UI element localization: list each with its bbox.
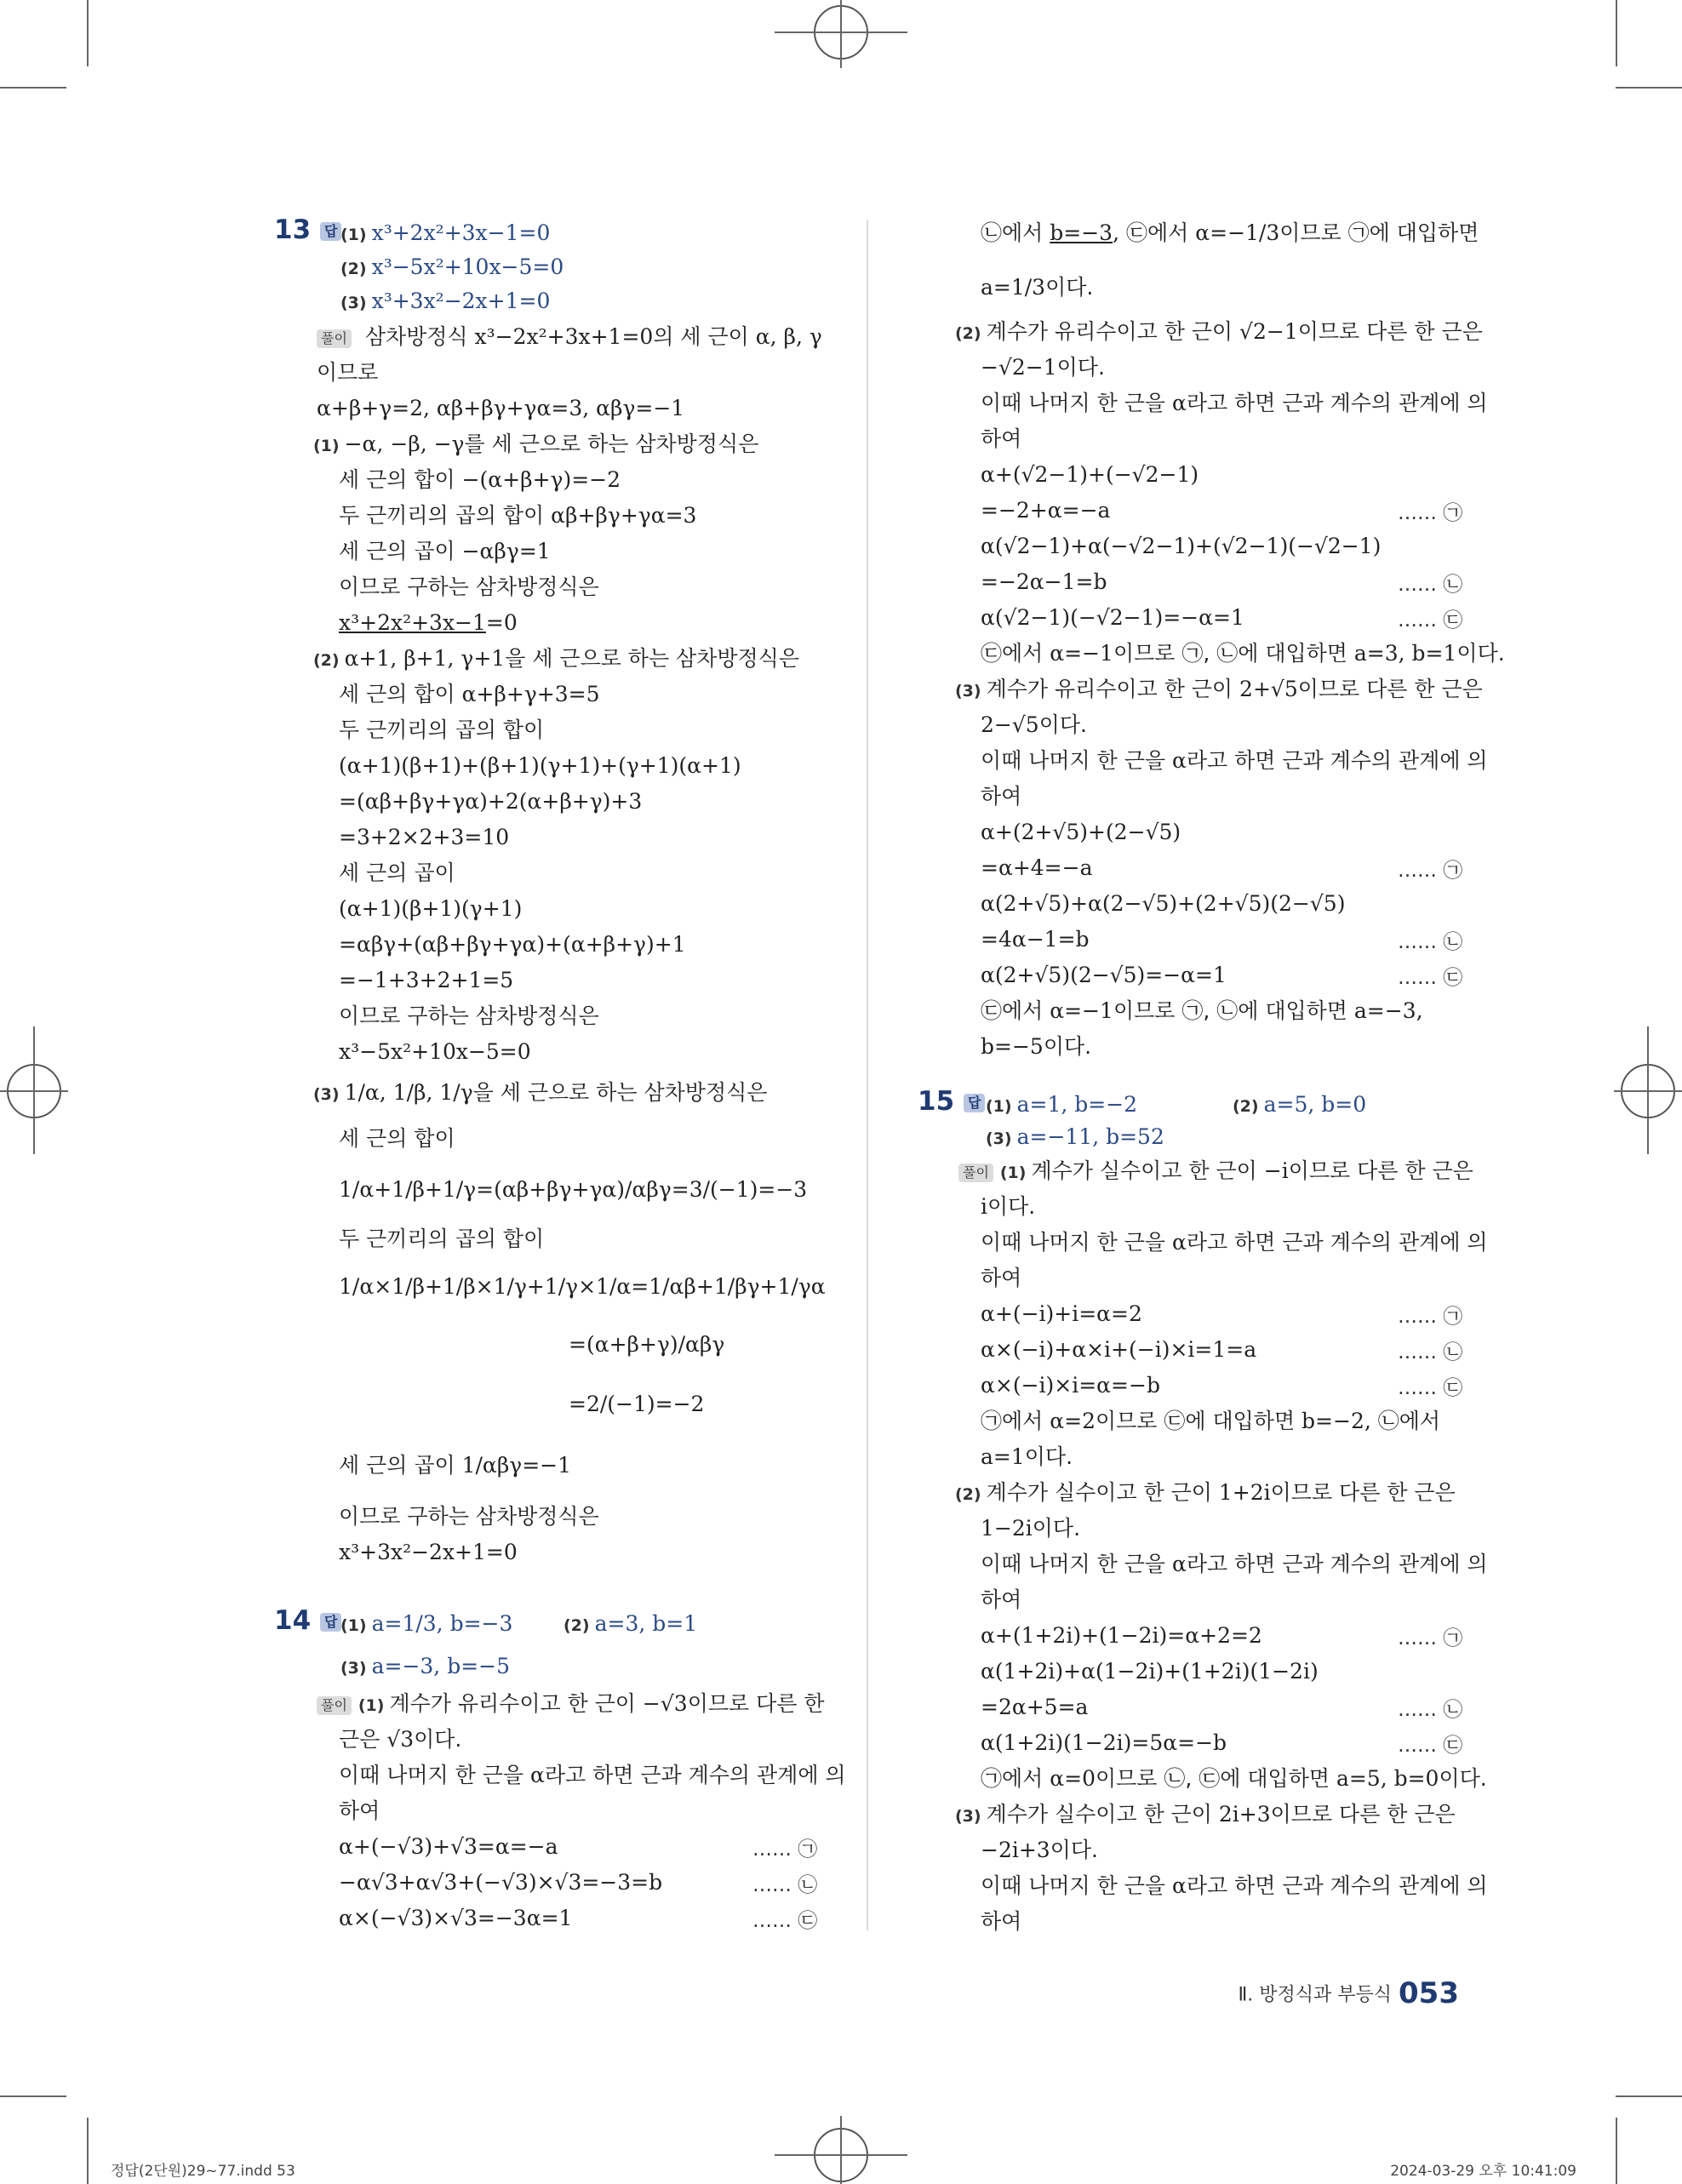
crop-mark <box>0 2095 66 2097</box>
text-line: α(2+√5)+α(2−√5)+(2+√5)(2−√5) <box>981 891 1346 916</box>
text-line: α(√2−1)(−√2−1)=−α=1 <box>981 605 1244 630</box>
text-line: a=1이다. <box>981 1444 1073 1469</box>
text-line: 1−2i이다. <box>981 1516 1081 1541</box>
equation-marker: …… ㉢ <box>1398 967 1463 989</box>
text-line: α(2+√5)(2−√5)=−α=1 <box>981 963 1227 987</box>
text-line: ㉢에서 α=−1이므로 ㉠, ㉡에 대입하면 a=3, b=1이다. <box>981 641 1505 666</box>
text-line: α×(−i)+α×i+(−i)×i=1=a <box>981 1337 1257 1362</box>
text-line: 세 근의 합이 −(α+β+γ)=−2 <box>339 467 621 492</box>
equation-marker: …… ㉢ <box>1398 1735 1463 1757</box>
text-line: −2i+3이다. <box>981 1838 1098 1862</box>
text-line: =αβγ+(αβ+βγ+γα)+(α+β+γ)+1 <box>339 932 686 957</box>
page-number: 053 <box>1399 1976 1459 2010</box>
text-line: 2−√5이다. <box>981 712 1087 737</box>
text-line: (3) 계수가 실수이고 한 근이 2i+3이므로 다른 한 근은 <box>955 1802 1456 1827</box>
text-line: =(αβ+βγ+γα)+2(α+β+γ)+3 <box>339 789 643 814</box>
text-line: =3+2×2+3=10 <box>339 825 510 849</box>
text-line: 이므로 구하는 삼차방정식은 <box>339 575 599 599</box>
text-line: x³+3x²−2x+1=0 <box>339 1540 518 1564</box>
text-line: (1) a=1, b=−2 <box>986 1092 1138 1117</box>
text-line: 1/α+1/β+1/γ=(αβ+βγ+γα)/αβγ=3/(−1)=−3 <box>339 1177 808 1202</box>
text-line: 이므로 <box>317 360 379 385</box>
text-line: 이때 나머지 한 근을 α라고 하면 근과 계수의 관계에 의 <box>981 1230 1488 1255</box>
text-line: 하여 <box>339 1798 380 1823</box>
text-line: −α√3+α√3+(−√3)×√3=−3=b <box>339 1870 663 1895</box>
text-line: =−2α−1=b <box>981 569 1107 594</box>
text-line: 풀이 삼차방정식 x³−2x²+3x+1=0의 세 근이 α, β, γ <box>317 323 822 351</box>
text-line: 풀이 (1) 계수가 유리수이고 한 근이 −√3이므로 다른 한 <box>317 1690 825 1719</box>
text-line: (3) a=−3, b=−5 <box>340 1654 510 1678</box>
text-line: 세 근의 곱이 −αβγ=1 <box>339 539 551 563</box>
text-line: (1) a=1/3, b=−3 <box>340 1611 513 1636</box>
text-line: ㉠에서 α=0이므로 ㉡, ㉢에 대입하면 a=5, b=0이다. <box>981 1766 1487 1791</box>
text-line: =α+4=−a <box>981 855 1093 880</box>
text-line: α+(−i)+i=α=2 <box>981 1301 1142 1326</box>
text-line: ㉡에서 b=−3, ㉢에서 α=−1/3이므로 ㉠에 대입하면 <box>981 220 1479 245</box>
text-line: α(1+2i)(1−2i)=5α=−b <box>981 1730 1227 1755</box>
equation-marker: …… ㉡ <box>1398 1341 1463 1364</box>
text-line: a=1/3이다. <box>981 275 1094 300</box>
text-line: 이므로 구하는 삼차방정식은 <box>339 1504 599 1529</box>
text-line: (1) −α, −β, −γ를 세 근으로 하는 삼차방정식은 <box>313 432 759 456</box>
answer-badge: 답 <box>320 222 341 241</box>
text-line: 이때 나머지 한 근을 α라고 하면 근과 계수의 관계에 의 <box>981 1873 1488 1898</box>
running-head <box>1238 1976 1459 2010</box>
text-line: ㉠에서 α=2이므로 ㉢에 대입하면 b=−2, ㉡에서 <box>981 1409 1441 1433</box>
text-line: 하여 <box>981 1266 1022 1290</box>
text-line: 세 근의 곱이 <box>339 860 455 885</box>
text-line: 이때 나머지 한 근을 α라고 하면 근과 계수의 관계에 의 <box>339 1763 846 1787</box>
crop-mark <box>1616 87 1682 89</box>
problem-number: 13 답 <box>274 214 341 245</box>
text-line: 풀이 (1) 계수가 실수이고 한 근이 −i이므로 다른 한 근은 <box>958 1158 1473 1186</box>
text-line: α×(−i)×i=α=−b <box>981 1373 1160 1398</box>
text-line: =2/(−1)=−2 <box>569 1392 705 1416</box>
text-line: α+(2+√5)+(2−√5) <box>981 820 1181 844</box>
answer-badge: 답 <box>964 1094 985 1112</box>
text-line: 하여 <box>981 426 1022 451</box>
text-line: (2) a=5, b=0 <box>1233 1092 1367 1117</box>
text-line: 이때 나머지 한 근을 α라고 하면 근과 계수의 관계에 의 <box>981 748 1488 773</box>
text-line: α(1+2i)+α(1−2i)+(1+2i)(1−2i) <box>981 1659 1319 1684</box>
footer-timestamp: 2024-03-29 오후 10:41:09 <box>1390 2163 1576 2180</box>
text-line: 근은 √3이다. <box>339 1727 462 1752</box>
equation-marker: …… ㉠ <box>1398 502 1463 524</box>
text-line: 이때 나머지 한 근을 α라고 하면 근과 계수의 관계에 의 <box>981 391 1488 415</box>
text-line: 1/α×1/β+1/β×1/γ+1/γ×1/α=1/αβ+1/βγ+1/γα <box>339 1274 826 1299</box>
text-line: (2) 계수가 실수이고 한 근이 1+2i이므로 다른 한 근은 <box>955 1480 1456 1505</box>
text-line: (3) 1/α, 1/β, 1/γ을 세 근으로 하는 삼차방정식은 <box>313 1080 768 1105</box>
text-line: −√2−1이다. <box>981 355 1105 380</box>
footer-file-name: 정답(2단원)29~77.indd 53 <box>111 2163 295 2180</box>
text-line: =2α+5=a <box>981 1695 1089 1719</box>
text-line: (α+1)(β+1)(γ+1) <box>339 896 523 921</box>
equation-marker: …… ㉢ <box>752 1910 818 1932</box>
column-divider <box>867 220 868 1930</box>
equation-marker: …… ㉡ <box>1398 1699 1463 1721</box>
equation-marker: …… ㉠ <box>1398 1306 1463 1328</box>
text-line: 이므로 구하는 삼차방정식은 <box>339 1003 599 1028</box>
text-line: (2) 계수가 유리수이고 한 근이 √2−1이므로 다른 한 근은 <box>955 319 1483 344</box>
equation-marker: …… ㉡ <box>1398 931 1463 953</box>
text-line: (2) a=3, b=1 <box>564 1611 698 1636</box>
text-line: 세 근의 합이 α+β+γ+3=5 <box>339 682 600 706</box>
text-line: 세 근의 곱이 1/αβγ=−1 <box>339 1453 572 1478</box>
chapter-title: Ⅱ. 방정식과 부등식 <box>1238 1984 1393 2006</box>
equation-marker: …… ㉠ <box>1398 1627 1463 1649</box>
text-line: (3) x³+3x²−2x+1=0 <box>340 289 551 313</box>
text-line: 하여 <box>981 1909 1022 1934</box>
text-line: =−2+α=−a <box>981 498 1111 523</box>
text-line: 세 근의 합이 <box>339 1126 455 1151</box>
registration-line <box>840 0 842 68</box>
registration-line <box>840 2116 842 2184</box>
equation-marker: …… ㉡ <box>752 1874 818 1896</box>
text-line: (2) α+1, β+1, γ+1을 세 근으로 하는 삼차방정식은 <box>313 646 799 671</box>
crop-mark <box>1616 0 1617 66</box>
crop-mark <box>0 87 66 89</box>
equation-marker: …… ㉢ <box>1398 609 1463 632</box>
text-line: 두 근끼리의 곱의 합이 <box>339 1226 545 1251</box>
text-line: α(√2−1)+α(−√2−1)+(√2−1)(−√2−1) <box>981 534 1382 558</box>
text-line: x³−5x²+10x−5=0 <box>339 1039 531 1064</box>
equation-marker: …… ㉡ <box>1398 574 1463 596</box>
text-line: (α+1)(β+1)+(β+1)(γ+1)+(γ+1)(α+1) <box>339 753 741 778</box>
text-line: =−1+3+2+1=5 <box>339 968 514 992</box>
text-line: b=−5이다. <box>981 1034 1092 1059</box>
text-line: α+(−√3)+√3=α=−a <box>339 1834 558 1859</box>
text-line: i이다. <box>981 1194 1036 1219</box>
problem-number: 14 답 <box>274 1605 341 1636</box>
text-line: 이때 나머지 한 근을 α라고 하면 근과 계수의 관계에 의 <box>981 1552 1488 1576</box>
text-line: 두 근끼리의 곱의 합이 <box>339 718 545 742</box>
text-line: x³+2x²+3x−1=0 <box>339 610 518 635</box>
answer-badge: 답 <box>320 1613 341 1632</box>
crop-mark <box>1616 2095 1682 2097</box>
text-line: α×(−√3)×√3=−3α=1 <box>339 1906 573 1930</box>
text-line: α+(1+2i)+(1−2i)=α+2=2 <box>981 1623 1262 1648</box>
equation-marker: …… ㉠ <box>752 1838 818 1861</box>
text-line: α+β+γ=2, αβ+βγ+γα=3, αβγ=−1 <box>317 396 685 420</box>
text-line: =4α−1=b <box>981 927 1090 952</box>
text-line: (3) 계수가 유리수이고 한 근이 2+√5이므로 다른 한 근은 <box>955 677 1483 701</box>
text-line: (2) x³−5x²+10x−5=0 <box>340 254 564 279</box>
registration-line <box>33 1026 35 1154</box>
equation-marker: …… ㉢ <box>1398 1377 1463 1399</box>
crop-mark <box>87 2118 89 2184</box>
text-line: α+(√2−1)+(−√2−1) <box>981 462 1199 487</box>
problem-number: 15 답 <box>918 1086 985 1117</box>
text-line: (3) a=−11, b=52 <box>986 1124 1164 1149</box>
text-line: (1) x³+2x²+3x−1=0 <box>340 220 551 245</box>
crop-mark <box>1616 2118 1617 2184</box>
text-line: 하여 <box>981 1587 1022 1612</box>
text-line: 두 근끼리의 곱의 합이 αβ+βγ+γα=3 <box>339 503 697 528</box>
text-line: 하여 <box>981 784 1022 809</box>
registration-line <box>1647 1026 1649 1154</box>
text-line: ㉢에서 α=−1이므로 ㉠, ㉡에 대입하면 a=−3, <box>981 998 1423 1023</box>
text-line: =(α+β+γ)/αβγ <box>569 1332 725 1357</box>
equation-marker: …… ㉠ <box>1398 860 1463 882</box>
crop-mark <box>87 0 89 66</box>
